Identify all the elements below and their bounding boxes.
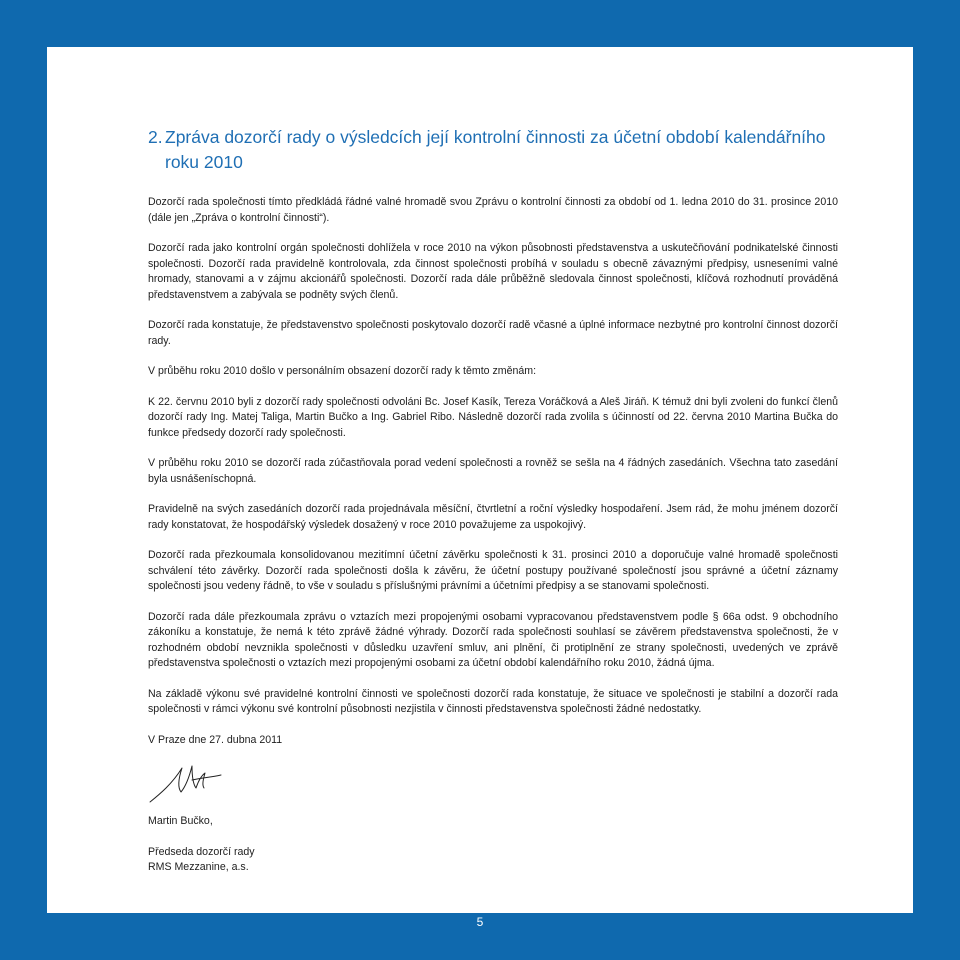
- paragraph-intro: Dozorčí rada společnosti tímto předkládá řádné valné hromadě svou Zprávu o kontrolní činnosti za období od 1. ledna 2010 do 31. prosince 2010 (dále jen „Zpráva o kontrolní činnosti“).: [148, 196, 838, 224]
- paragraph-information: Dozorčí rada konstatuje, že představenstvo společnosti poskytovalo dozorčí radě včasné a úplné informace nezbytné pro kontrolní činnost dozorčí rady.: [148, 319, 838, 347]
- paragraph-related-parties: Dozorčí rada dále přezkoumala zprávu o vztazích mezi propojenými osobami vypracovanou představenstvem podle § 66a odst. 9 obchodního zákoníku a konstatuje, že nemá k této zprávě žádné výhrady. Dozorčí rada společnosti souhlasí se závěrem představenstva společnosti, že v rozhodném období nevznikla společnosti v důsledku uzavření smluv, ani plnění, či protiplnění ze strany společnosti, uvedených ve zprávě představenstva společnosti o vztazích mezi propojenými osobami za účetní období kalendářního roku 2010, žádná újma.: [148, 610, 838, 669]
- paragraph-financial-statements: Dozorčí rada přezkoumala konsolidovanou mezitímní účetní závěrku společnosti k 31. prosinci 2010 a doporučuje valné hromadě společnosti schválení této závěrky. Dozorčí rada společnosti došla k závěru, že účetní postupy používané společností jsou správné a účetní záznamy společnosti jsou vedeny řádně, to vše v souladu s příslušnými právními a účetními předpisy a se stanovami společnosti.: [148, 549, 838, 592]
- heading-line-1: Zpráva dozorčí rady o výsledcích její kontrolní činnosti za účetní období kalendářního: [165, 127, 826, 147]
- signer-block: [148, 814, 838, 876]
- paragraph-personnel-intro: V průběhu roku 2010 došlo v personálním obsazení dozorčí rady k těmto změnám:: [148, 365, 537, 377]
- signature-image: [148, 758, 228, 806]
- signer-role: Předseda dozorčí rady: [148, 845, 255, 858]
- company-name: RMS Mezzanine, a.s.: [148, 861, 249, 873]
- heading-number: 2.: [148, 127, 163, 147]
- document-page: [47, 47, 913, 929]
- paragraph-results: Pravidelně na svých zasedáních dozorčí rada projednávala měsíční, čtvrtletní a roční výsledky hospodaření. Jsem rád, že mohu jménem dozorčí rady konstatovat, že hospodářský výsledek dosažený v roce 2010 považujeme za uspokojivý.: [148, 503, 838, 531]
- section-heading: [148, 125, 838, 175]
- signer-name: Martin Bučko,: [148, 815, 213, 827]
- paragraph-conclusion: Na základě výkonu své pravidelné kontrolní činnosti ve společnosti dozorčí rada konstatuje, že situace ve společnosti je stabilní a dozorčí rada společnosti v rámci výkonu své kontrolní působnosti nezjistila v činnosti představenstva společnosti žádné nedostatky.: [148, 687, 838, 715]
- page-number: 5: [476, 915, 484, 929]
- heading-line-2: roku 2010: [165, 152, 243, 172]
- date-line: V Praze dne 27. dubna 2011: [148, 733, 283, 746]
- paragraph-meetings: V průběhu roku 2010 se dozorčí rada zúčastňovala porad vedení společnosti a rovněž se sešla na 4 řádných zasedáních. Všechna tato zasedání byla usnášeníschopná.: [148, 457, 838, 485]
- paragraph-oversight: Dozorčí rada jako kontrolní orgán společnosti dohlížela v roce 2010 na výkon působnosti představenstva a uskutečňování podnikatelské činnosti společnosti. Dozorčí rada pravidelně kontrolovala, zda činnost společnosti probíhá v souladu s obecně závaznými předpisy, usneseními valné hromady, stanovami a v zájmu akcionářů společnosti. Dozorčí rada dále průběžně sledovala činnost společnosti, klíčová rozhodnutí prováděná představenstvem a zabývala se podněty svých členů.: [148, 242, 838, 301]
- paragraph-personnel-changes: K 22. červnu 2010 byli z dozorčí rady společnosti odvoláni Bc. Josef Kasík, Tereza Voráčková a Aleš Jiráň. K témuž dni byli zvoleni do funkcí členů dozorčí rady Ing. Matej Taliga, Martin Bučko a Ing. Gabriel Ribo. Následně dozorčí rada zvolila s účinností od 22. června 2010 Martina Bučka do funkce předsedy dozorčí rady společnosti.: [148, 395, 838, 439]
- document-content: [148, 125, 838, 876]
